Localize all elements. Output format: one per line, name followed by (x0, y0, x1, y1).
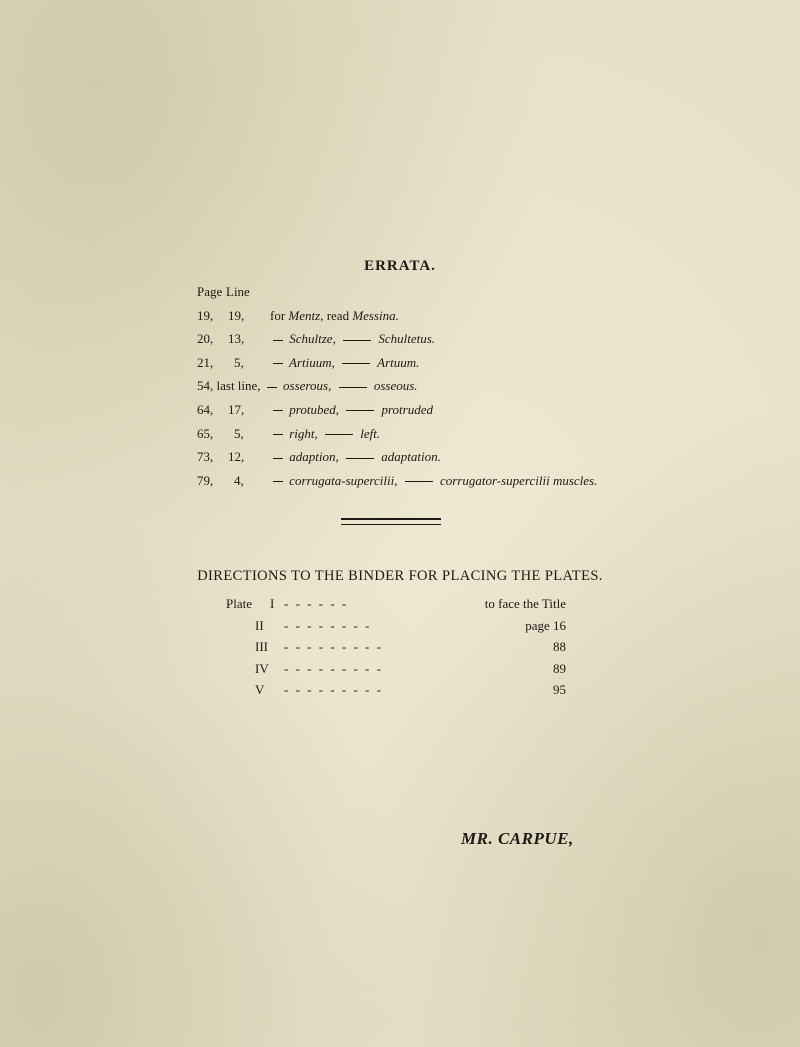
plate-leader-dots: - - - - - - - - (284, 617, 372, 633)
errata-wrong-text: adaption, (289, 449, 339, 465)
errata-line-number: 13, (228, 331, 245, 347)
errata-page-and-line (197, 378, 418, 394)
errata-right-text: osseous. (373, 378, 418, 394)
ditto-dash (273, 363, 283, 364)
errata-wrong-text: right, (289, 425, 318, 441)
column-header-line: Line (226, 284, 250, 299)
errata-line-number: 12, (228, 449, 245, 465)
ditto-dash (339, 387, 367, 388)
errata-heading: ERRATA. (364, 258, 436, 274)
errata-wrong-text: protubed, (289, 401, 339, 417)
errata-line-number: 5, (234, 425, 244, 441)
errata-right-text: corrugator-supercilii muscles. (439, 472, 598, 488)
errata-page-number: 19, (197, 307, 214, 323)
errata-line-number: 4, (234, 472, 244, 488)
read-word: read (326, 307, 350, 323)
plate-destination: to face the Title (484, 596, 566, 611)
ditto-dash (325, 434, 353, 435)
errata-correction (270, 449, 441, 465)
ditto-dash (273, 434, 283, 435)
plate-destination: page 16 (525, 617, 566, 633)
plates-list (226, 596, 566, 704)
errata-correction (270, 308, 399, 324)
directions-title: DIRECTIONS TO THE BINDER FOR PLACING THE PLATES. (197, 568, 603, 584)
errata-line-number: 17, (228, 401, 245, 417)
ditto-dash (405, 481, 433, 482)
errata-correction (270, 473, 597, 489)
ditto-dash (342, 363, 370, 364)
errata-right-text: left. (360, 425, 381, 441)
errata-wrong-text: Mentz, (288, 307, 324, 323)
plate-destination: 89 (553, 660, 566, 676)
ditto-dash (273, 410, 283, 411)
errata-wrong-text: corrugata-supercilii, (289, 472, 398, 488)
errata-right-text: Schultetus. (378, 331, 436, 347)
errata-page-number: 54, (197, 378, 214, 394)
ditto-dash (343, 340, 371, 341)
errata-wrong-text: osserous, (283, 378, 332, 394)
errata-wrong-text: Schultze, (289, 331, 336, 347)
ditto-dash (273, 340, 283, 341)
plate-row (226, 618, 566, 640)
errata-correction (270, 355, 419, 371)
errata-line-number: 5, (234, 354, 244, 370)
errata-page-number: 65, (197, 425, 214, 441)
for-word: for (270, 307, 286, 323)
errata-correction (270, 331, 435, 347)
author-signature: MR. CARPUE, (461, 829, 574, 848)
plate-row (226, 682, 566, 704)
errata-page-number: 21, (197, 354, 214, 370)
plate-number: II (255, 617, 264, 633)
errata-right-text: protruded (381, 401, 433, 417)
plate-leader-dots: - - - - - - (284, 596, 349, 611)
ditto-dash (346, 410, 374, 411)
errata-line-number: 19, (228, 307, 245, 323)
plate-destination: 88 (553, 639, 566, 654)
errata-correction (270, 426, 380, 442)
plate-word: Plate (226, 596, 252, 611)
errata-wrong-text: Artiuum, (289, 354, 335, 370)
column-header-page: Page (197, 284, 223, 299)
errata-correction (270, 402, 433, 418)
errata-page-number: 73, (197, 449, 214, 465)
plate-destination: 95 (553, 682, 566, 697)
plate-row (226, 661, 566, 683)
ditto-dash (267, 387, 277, 388)
errata-right-text: Artuum. (377, 354, 420, 370)
ditto-dash (273, 481, 283, 482)
plate-number: V (255, 682, 265, 697)
plate-number: IV (255, 660, 269, 676)
plate-number: III (255, 639, 268, 654)
plate-number: I (270, 596, 275, 611)
plate-row (226, 596, 566, 618)
errata-line-number: last line, (216, 378, 261, 394)
plate-leader-dots: - - - - - - - - - (284, 660, 383, 676)
errata-page-number: 64, (197, 401, 214, 417)
plate-row (226, 639, 566, 661)
ditto-dash (346, 458, 374, 459)
ditto-dash (273, 458, 283, 459)
errata-right-text: adaptation. (381, 449, 441, 465)
errata-right-text: Messina. (352, 307, 399, 323)
section-divider-rule (341, 518, 441, 525)
errata-page-number: 79, (197, 472, 214, 488)
errata-page-number: 20, (197, 331, 214, 347)
plate-leader-dots: - - - - - - - - - (284, 639, 383, 654)
plate-leader-dots: - - - - - - - - - (284, 682, 383, 697)
